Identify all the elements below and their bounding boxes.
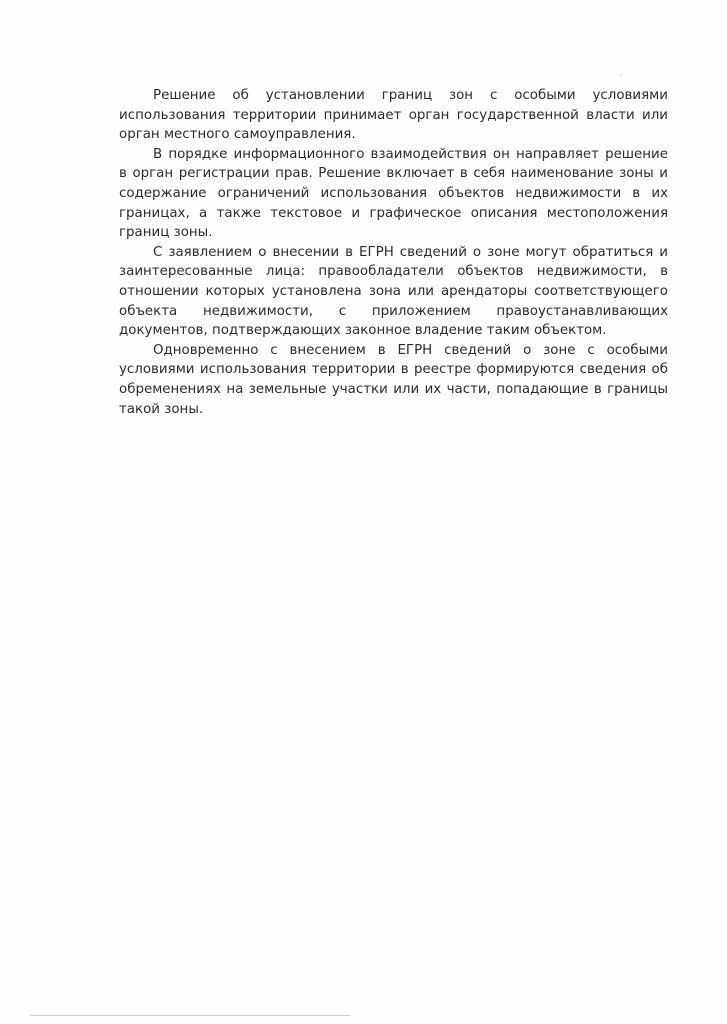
paragraph-information-exchange: В порядке информационного взаимодействия он направляет решение в орган регистрации прав. Решение включает в себя наименование зоны и содержание ограничений использования объектов недвижимости в их границах, а также текстовое и графическое описания местоположения границ зоны. [119, 146, 668, 241]
paragraph-interested-parties: С заявлением о внесении в ЕГРН сведений о зоне могут обратиться и заинтересованные лица: правообладатели объектов недвижимости, в отношении которых установлена зона или арендаторы соответствующего объекта недвижимости, с приложением правоустанавливающих документов, подтверждающих законное владение таким объектом. [119, 244, 668, 339]
document-body [119, 86, 668, 419]
scan-edge-line [30, 1015, 350, 1016]
scan-artifact [620, 74, 622, 76]
paragraph-encumbrances: Одновременно с внесением в ЕГРН сведений о зоне с особыми условиями использования территории в реестре формируются сведения об обременениях на земельные участки или их части, попадающие в границы такой зоны. [119, 342, 668, 417]
paragraph-boundary-decision: Решение об установлении границ зон с особыми условиями использования территории принимает орган государственной власти или орган местного самоуправления. [119, 88, 668, 143]
